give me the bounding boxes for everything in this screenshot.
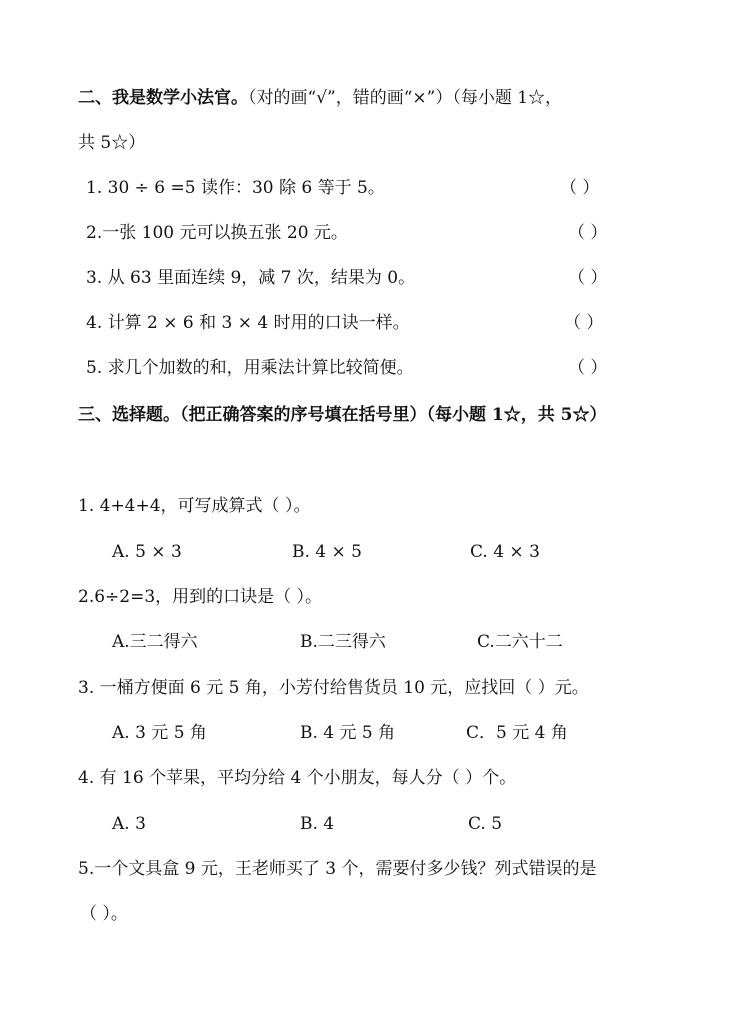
section-3-title: 三、选择题。（把正确答案的序号填在括号里）（每小题 1☆，共 5☆） — [78, 405, 607, 425]
choice-question-1: 1. 4+4+4，可写成算式（ ）。 — [78, 496, 311, 516]
q4-option-b[interactable]: B. 4 — [300, 814, 335, 834]
q1-option-a[interactable]: A. 5 × 3 — [112, 542, 182, 562]
section-2-title-rest: （对的画“√”，错的画“×”）（每小题 1☆， — [248, 88, 563, 108]
q2-option-c[interactable]: C.二六十二 — [477, 632, 563, 652]
section-2-title — [78, 86, 562, 110]
judge-item-1: 1. 30 ÷ 6 =5 读作：30 除 6 等于 5。 — [86, 178, 385, 198]
q3-option-c[interactable]: C．5 元 4 角 — [466, 723, 568, 743]
judge-answer-1[interactable]: （ ） — [560, 178, 600, 198]
judge-item-4: 4. 计算 2 × 6 和 3 × 4 时用的口诀一样。 — [86, 313, 410, 333]
q2-option-b[interactable]: B.二三得六 — [300, 632, 386, 652]
q4-option-c[interactable]: C. 5 — [468, 814, 503, 834]
judge-item-5: 5. 求几个加数的和，用乘法计算比较简便。 — [86, 358, 414, 378]
choice-question-3: 3. 一桶方便面 6 元 5 角，小芳付给售货员 10 元，应找回（ ）元。 — [78, 678, 589, 698]
section-2-title-line2: 共 5☆） — [78, 133, 146, 153]
choice-question-2: 2.6÷2=3，用到的口诀是（ ）。 — [78, 587, 323, 607]
judge-item-2: 2.一张 100 元可以换五张 20 元。 — [86, 223, 348, 243]
judge-answer-3[interactable]: （ ） — [568, 268, 608, 288]
q1-option-b[interactable]: B. 4 × 5 — [292, 542, 362, 562]
choice-question-5-answer[interactable]: （ ）。 — [80, 904, 128, 924]
judge-answer-5[interactable]: （ ） — [568, 358, 608, 378]
judge-answer-2[interactable]: （ ） — [568, 223, 608, 243]
judge-item-3: 3. 从 63 里面连续 9，减 7 次，结果为 0。 — [86, 268, 416, 288]
q4-option-a[interactable]: A. 3 — [112, 814, 146, 834]
q1-option-c[interactable]: C. 4 × 3 — [470, 542, 540, 562]
q3-option-b[interactable]: B. 4 元 5 角 — [300, 723, 396, 743]
judge-answer-4[interactable]: （ ） — [564, 313, 604, 333]
choice-question-4: 4. 有 16 个苹果，平均分给 4 个小朋友，每人分（ ）个。 — [78, 768, 517, 788]
q2-option-a[interactable]: A.三二得六 — [112, 632, 198, 652]
q3-option-a[interactable]: A. 3 元 5 角 — [112, 723, 207, 743]
choice-question-5: 5.一个文具盒 9 元，王老师买了 3 个，需要付多少钱？列式错误的是 — [78, 859, 597, 879]
section-2-title-bold: 二、我是数学小法官。 — [78, 88, 248, 108]
